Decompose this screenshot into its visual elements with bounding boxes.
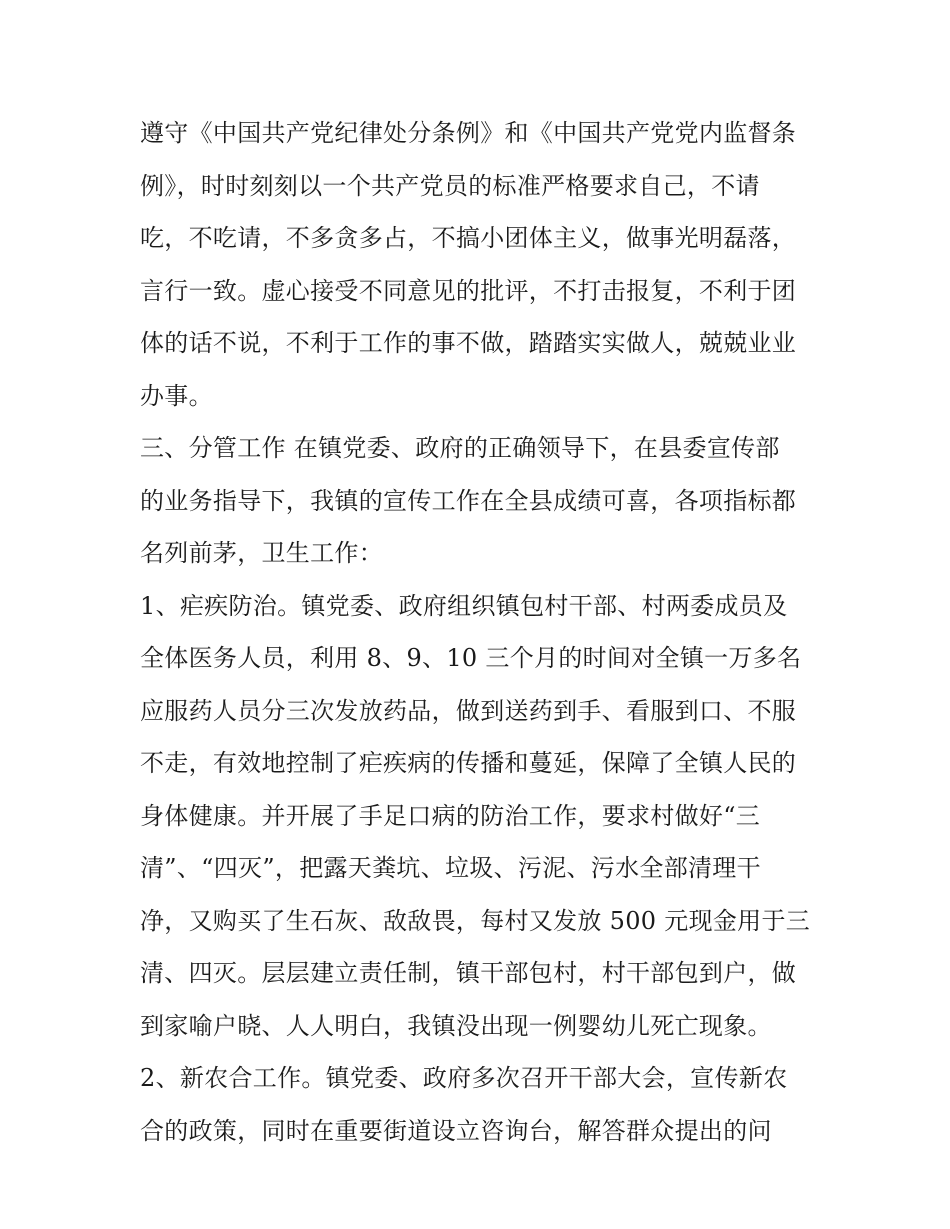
text-line: 不走，有效地控制了疟疾病的传播和蔓延，保障了全镇人民的 <box>140 749 797 777</box>
text-line: 应服药人员分三次发放药品，做到送药到手、看服到口、不服 <box>140 696 797 725</box>
text-line: 言行一致。虚心接受不同意见的批评，不打击报复，不利于团 <box>140 276 797 305</box>
text-line: 吃，不吃请，不多贪多占，不搞小团体主义，做事光明磊落， <box>140 224 797 252</box>
text-line: 名列前茅，卫生工作： <box>140 539 383 567</box>
text-line: 合的政策，同时在重要街道设立咨询台，解答群众提出的问 <box>140 1116 772 1145</box>
text-line: 办事。 <box>140 381 213 410</box>
text-line: 到家喻户晓、人人明白，我镇没出现一例婴幼儿死亡现象。 <box>140 1011 772 1040</box>
text-line: 身体健康。并开展了手足口病的防治工作，要求村做好“三 <box>140 801 761 830</box>
text-line: 体的话不说，不利于工作的事不做，踏踏实实做人，兢兢业业 <box>140 329 797 357</box>
body-text <box>140 107 830 1157</box>
text-line: 清”、“四灭”，把露天粪坑、垃圾、污泥、污水全部清理干 <box>140 854 761 882</box>
text-line: 的业务指导下，我镇的宣传工作在全县成绩可喜，各项指标都 <box>140 486 797 515</box>
text-line: 遵守《中国共产党纪律处分条例》和《中国共产党党内监督条 <box>140 119 797 147</box>
list-item-1-line: 1、疟疾防治。镇党委、政府组织镇包村干部、村两委成员及 <box>140 591 788 620</box>
text-line: 例》，时时刻刻以一个共产党员的标准严格要求自己，不请 <box>140 171 760 200</box>
list-item-2-line: 2、新农合工作。镇党委、政府多次召开干部大会，宣传新农 <box>140 1064 788 1092</box>
section-heading-line: 三、分管工作 在镇党委、政府的正确领导下，在县委宣传部 <box>140 434 780 462</box>
text-line: 清、四灭。层层建立责任制，镇干部包村，村干部包到户，做 <box>140 959 797 987</box>
text-line: 全体医务人员，利用 8、9、10 三个月的时间对全镇一万多名 <box>140 644 802 672</box>
text-line: 净，又购买了生石灰、敌敌畏，每村又发放 500 元现金用于三 <box>140 906 811 935</box>
